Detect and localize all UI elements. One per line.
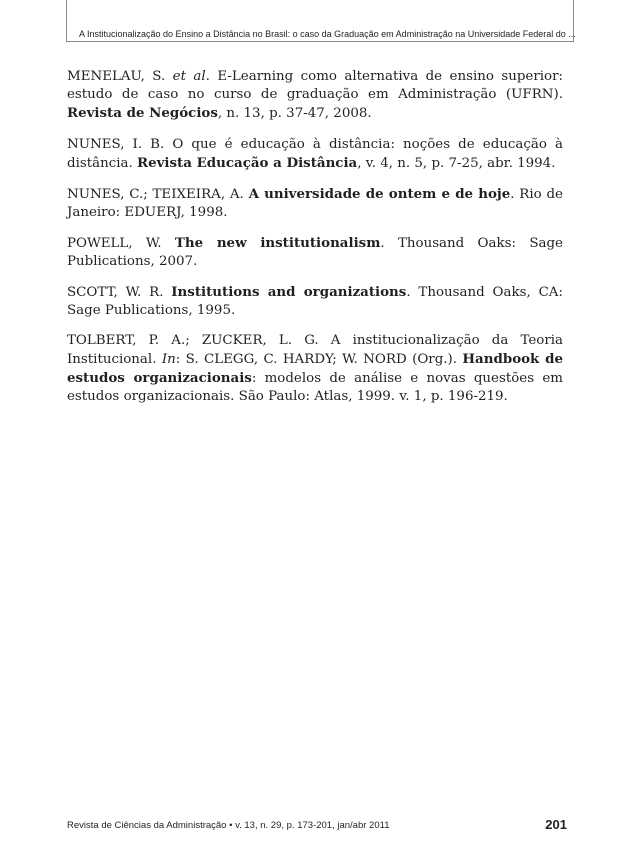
ref-title: Revista de Negócios bbox=[67, 105, 218, 121]
ref-rest: , v. 4, n. 5, p. 7-25, abr. 1994. bbox=[357, 156, 556, 171]
ref-in-label: In bbox=[161, 352, 176, 367]
reference-tolbert-zucker bbox=[67, 332, 563, 406]
ref-text: . E-Learning como alternativa de ensino superior: estudo de caso no curso de graduação em Administração (UFRN). bbox=[67, 69, 563, 102]
ref-rest: : modelos de análise e novas questões em estudos organizacionais. São Paulo: Atlas, 1999. v. 1, p. 196-219. bbox=[67, 371, 563, 404]
ref-rest: . Thousand Oaks: Sage Publications, 2007. bbox=[67, 236, 563, 269]
ref-text: TOLBERT, P. A.; ZUCKER, L. G. A institucionalização da Teoria Institucional. bbox=[67, 333, 563, 367]
reference-nunes-ib bbox=[67, 136, 563, 173]
ref-text: NUNES, C.; TEIXEIRA, A. bbox=[67, 187, 249, 202]
ref-text: NUNES, I. B. O que é educação à distância: noções de educação à distância. bbox=[67, 137, 563, 171]
reference-menelau bbox=[67, 68, 563, 123]
page-number: 201 bbox=[545, 817, 567, 832]
ref-title: The new institutionalism bbox=[174, 235, 381, 251]
ref-rest: . Thousand Oaks, CA: Sage Publications, 1995. bbox=[67, 285, 563, 318]
ref-title: Institutions and organizations bbox=[171, 284, 407, 300]
ref-etal: et al bbox=[172, 69, 206, 84]
ref-text: SCOTT, W. R. bbox=[67, 285, 172, 300]
ref-title: A universidade de ontem e de hoje bbox=[248, 186, 511, 202]
page-footer bbox=[67, 817, 567, 833]
running-head-text: A Institucionalização do Ensino a Distância no Brasil: o caso da Graduação em Administração na Universidade Federal do ... bbox=[79, 29, 576, 39]
reference-scott bbox=[67, 283, 563, 320]
ref-rest: , n. 13, p. 37-47, 2008. bbox=[217, 106, 372, 121]
running-header bbox=[66, 0, 574, 42]
ref-title: Revista Educação a Distância bbox=[137, 155, 358, 171]
ref-editors: : S. CLEGG, C. HARDY; W. NORD (Org.). bbox=[175, 352, 463, 367]
reference-powell bbox=[67, 234, 563, 271]
ref-authors: MENELAU, S. bbox=[67, 69, 166, 84]
ref-title: Handbook de estudos organizacionais bbox=[67, 351, 564, 386]
reference-nunes-teixeira bbox=[67, 185, 563, 222]
ref-text: POWELL, W. bbox=[67, 236, 175, 251]
journal-citation: Revista de Ciências da Administração • v. 13, n. 29, p. 173-201, jan/abr 2011 bbox=[67, 820, 390, 831]
ref-rest: . Rio de Janeiro: EDUERJ, 1998. bbox=[67, 187, 563, 220]
references-list bbox=[67, 68, 563, 419]
